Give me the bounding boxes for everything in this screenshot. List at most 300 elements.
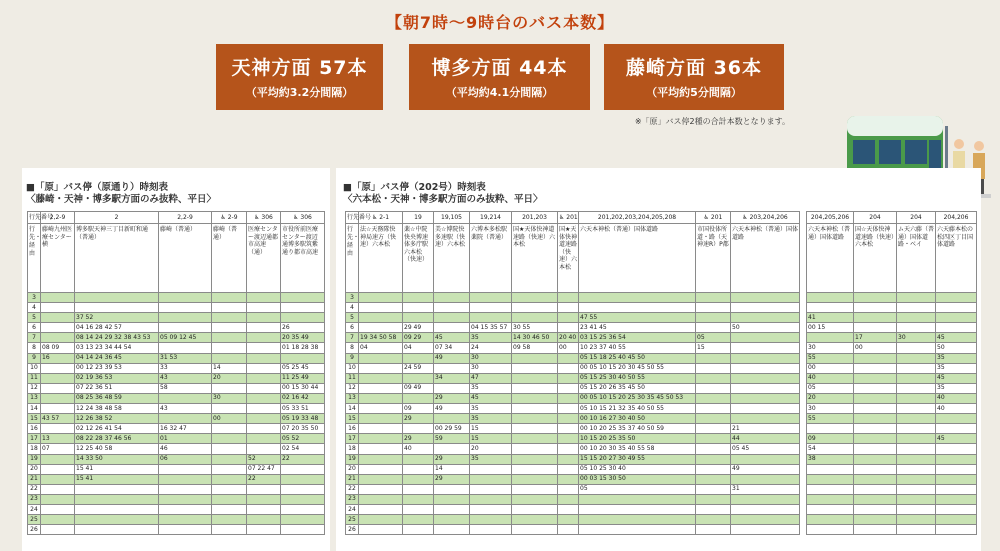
time-cell: 00 12 23 39 53 bbox=[75, 363, 159, 373]
time-cell: 30 bbox=[470, 363, 512, 373]
time-cell: 30 bbox=[212, 393, 247, 403]
time-cell bbox=[359, 464, 403, 474]
time-cell bbox=[558, 504, 579, 514]
time-cell bbox=[359, 494, 403, 504]
hour-cell: 21 bbox=[346, 474, 359, 484]
table-row bbox=[28, 414, 325, 424]
destination-label: 行先・経由 bbox=[29, 226, 42, 257]
time-cell bbox=[731, 383, 800, 393]
time-cell bbox=[247, 293, 281, 303]
time-cell bbox=[159, 474, 212, 484]
table-subtitle: 〈藤崎・天神・博多駅方面のみ抜粋、平日〉 bbox=[26, 194, 217, 205]
time-cell bbox=[247, 424, 281, 434]
table-title: ■「原」バス停（原通り）時刻表 bbox=[26, 182, 168, 193]
table-row bbox=[807, 504, 977, 514]
time-cell bbox=[247, 515, 281, 525]
time-cell bbox=[470, 474, 512, 484]
time-cell: 40 bbox=[936, 404, 977, 414]
time-cell: 55 bbox=[807, 414, 854, 424]
hour-cell: 21 bbox=[28, 474, 41, 484]
time-cell bbox=[579, 515, 696, 525]
time-cell: 15 bbox=[470, 424, 512, 434]
time-cell bbox=[403, 454, 434, 464]
time-cell bbox=[159, 393, 212, 403]
time-cell bbox=[281, 464, 325, 474]
stat-box-fujisaki bbox=[604, 44, 784, 110]
time-cell bbox=[212, 303, 247, 313]
table-row bbox=[346, 494, 800, 504]
destination-header: 六天本神松（普通）国体道路 bbox=[579, 224, 696, 293]
time-cell bbox=[75, 515, 159, 525]
time-cell bbox=[212, 474, 247, 484]
time-cell: 05 bbox=[696, 333, 731, 343]
hour-cell: 16 bbox=[346, 424, 359, 434]
time-cell bbox=[41, 293, 75, 303]
time-cell bbox=[696, 323, 731, 333]
hour-cell: 17 bbox=[346, 434, 359, 444]
hour-cell: 5 bbox=[28, 313, 41, 323]
route-number-header bbox=[159, 212, 212, 224]
time-cell bbox=[558, 383, 579, 393]
time-cell bbox=[281, 313, 325, 323]
route-number: 201,202,203,204,205,208 bbox=[597, 213, 677, 221]
table-row bbox=[346, 293, 800, 303]
time-cell: 45 bbox=[936, 373, 977, 383]
route-number: 2 bbox=[114, 213, 119, 221]
hour-cell: 18 bbox=[28, 444, 41, 454]
time-cell: 30 55 bbox=[512, 323, 558, 333]
time-cell bbox=[41, 515, 75, 525]
time-cell bbox=[159, 525, 212, 535]
time-cell bbox=[579, 494, 696, 504]
time-cell: 07 34 bbox=[434, 343, 470, 353]
table-row bbox=[807, 353, 977, 363]
time-cell bbox=[696, 484, 731, 494]
time-cell bbox=[897, 404, 936, 414]
time-cell bbox=[403, 303, 434, 313]
time-cell bbox=[854, 363, 897, 373]
time-cell bbox=[807, 494, 854, 504]
time-cell bbox=[897, 424, 936, 434]
time-cell bbox=[247, 373, 281, 383]
time-cell: 09 bbox=[403, 404, 434, 414]
accessible-bus-icon: ♿ bbox=[220, 213, 228, 221]
time-cell: 31 bbox=[731, 484, 800, 494]
time-cell bbox=[512, 293, 558, 303]
time-cell: 00 bbox=[558, 343, 579, 353]
time-cell bbox=[558, 454, 579, 464]
time-cell bbox=[731, 363, 800, 373]
table-row bbox=[28, 363, 325, 373]
time-cell: 02 19 36 53 bbox=[75, 373, 159, 383]
time-cell bbox=[696, 293, 731, 303]
time-cell: 35 bbox=[470, 383, 512, 393]
time-cell bbox=[807, 424, 854, 434]
table-row bbox=[807, 373, 977, 383]
time-cell: 09 29 bbox=[403, 333, 434, 343]
table-row bbox=[346, 343, 800, 353]
time-cell bbox=[854, 444, 897, 454]
time-cell: 03 13 23 34 44 54 bbox=[75, 343, 159, 353]
time-cell bbox=[558, 404, 579, 414]
time-cell: 01 bbox=[159, 434, 212, 444]
time-cell bbox=[470, 525, 512, 535]
time-cell: 15 bbox=[470, 434, 512, 444]
route-number: 204 bbox=[910, 213, 922, 221]
hour-cell: 4 bbox=[346, 303, 359, 313]
timetable-202-extra bbox=[806, 211, 976, 535]
time-cell bbox=[512, 373, 558, 383]
time-cell: 05 45 bbox=[731, 444, 800, 454]
route-number: 2,2-9 bbox=[177, 213, 193, 221]
destination-header: 美☆博院快多速駅（快速）六本松 bbox=[434, 224, 470, 293]
time-cell: 55 bbox=[807, 353, 854, 363]
time-cell bbox=[281, 474, 325, 484]
hour-cell: 14 bbox=[28, 404, 41, 414]
time-cell bbox=[41, 363, 75, 373]
time-cell: 29 49 bbox=[403, 323, 434, 333]
time-cell bbox=[731, 373, 800, 383]
time-cell bbox=[512, 494, 558, 504]
time-cell bbox=[731, 393, 800, 403]
time-cell bbox=[41, 383, 75, 393]
time-cell bbox=[212, 313, 247, 323]
hour-cell: 5 bbox=[346, 313, 359, 323]
time-cell bbox=[558, 525, 579, 535]
route-number: 201 bbox=[566, 213, 578, 221]
time-cell bbox=[897, 343, 936, 353]
destination-row bbox=[346, 224, 800, 293]
table-row bbox=[28, 434, 325, 444]
time-cell bbox=[403, 504, 434, 514]
time-cell bbox=[854, 484, 897, 494]
stat-sub: （平均約5分間隔） bbox=[646, 86, 742, 99]
time-cell: 29 bbox=[434, 454, 470, 464]
accessible-bus-icon: ♿ bbox=[293, 213, 301, 221]
time-cell bbox=[212, 383, 247, 393]
destination-header: 藤崎九州医療センター横 bbox=[41, 224, 75, 293]
time-cell: 30 bbox=[807, 343, 854, 353]
table-row bbox=[346, 323, 800, 333]
time-cell bbox=[470, 494, 512, 504]
table-row bbox=[28, 424, 325, 434]
time-cell bbox=[897, 303, 936, 313]
time-cell bbox=[75, 525, 159, 535]
time-cell bbox=[936, 504, 977, 514]
destination-header: 国☆天体快神道速路（快速）六本松 bbox=[854, 224, 897, 293]
time-cell: 15 bbox=[696, 343, 731, 353]
time-cell: 08 09 bbox=[41, 343, 75, 353]
time-cell bbox=[247, 393, 281, 403]
stat-box-hakata bbox=[409, 44, 590, 110]
time-cell bbox=[897, 464, 936, 474]
page-title: 【朝7時～9時台のバス本数】 bbox=[385, 13, 615, 32]
hour-cell: 11 bbox=[28, 373, 41, 383]
time-cell bbox=[696, 363, 731, 373]
destination-header: 市役所前医療センター渡辺通博多駅筑紫通り都市高速 bbox=[281, 224, 325, 293]
destination-header: 博多駅天神三丁目新町和通（普通） bbox=[75, 224, 159, 293]
time-cell bbox=[247, 404, 281, 414]
time-cell: 11 25 49 bbox=[281, 373, 325, 383]
route-number: 2,2-9 bbox=[49, 213, 66, 221]
time-cell: 49 bbox=[434, 353, 470, 363]
time-cell: 12 25 40 58 bbox=[75, 444, 159, 454]
time-cell bbox=[212, 515, 247, 525]
timetable-panel-hara-dori bbox=[22, 168, 330, 551]
destination-row bbox=[807, 224, 977, 293]
time-cell bbox=[434, 444, 470, 454]
time-cell: 49 bbox=[731, 464, 800, 474]
time-cell bbox=[512, 313, 558, 323]
time-cell bbox=[359, 404, 403, 414]
time-cell bbox=[512, 454, 558, 464]
time-cell bbox=[359, 444, 403, 454]
route-number: 201 bbox=[710, 213, 723, 221]
time-cell bbox=[403, 293, 434, 303]
time-cell: 19 34 50 58 bbox=[359, 333, 403, 343]
time-cell bbox=[897, 484, 936, 494]
time-cell: 07 22 36 51 bbox=[75, 383, 159, 393]
time-cell bbox=[696, 414, 731, 424]
time-cell bbox=[807, 333, 854, 343]
time-cell: 00 10 20 25 35 37 40 50 59 bbox=[579, 424, 696, 434]
accessible-bus-icon: ♿ bbox=[703, 213, 711, 221]
time-cell bbox=[212, 293, 247, 303]
time-cell bbox=[731, 515, 800, 525]
time-cell bbox=[159, 303, 212, 313]
time-cell: 30 bbox=[470, 353, 512, 363]
table-row bbox=[807, 484, 977, 494]
time-cell bbox=[512, 414, 558, 424]
route-number-header bbox=[470, 212, 512, 224]
time-cell: 31 53 bbox=[159, 353, 212, 363]
time-cell bbox=[854, 293, 897, 303]
time-cell: 15 41 bbox=[75, 464, 159, 474]
time-cell: 58 bbox=[159, 383, 212, 393]
time-cell: 45 bbox=[470, 393, 512, 403]
time-cell: 05 33 51 bbox=[281, 404, 325, 414]
destination-header: ム天六藤（普通）国体道路・ベイ bbox=[897, 224, 936, 293]
timetable-202-main bbox=[345, 211, 799, 535]
table-row bbox=[346, 474, 800, 484]
time-cell: 05 52 bbox=[281, 434, 325, 444]
hour-cell: 4 bbox=[28, 303, 41, 313]
destination-header: 医療センター渡辺通都市高速（通） bbox=[247, 224, 281, 293]
time-cell bbox=[558, 515, 579, 525]
time-cell: 43 57 bbox=[41, 414, 75, 424]
time-cell bbox=[854, 323, 897, 333]
time-cell bbox=[212, 525, 247, 535]
time-cell: 14 bbox=[434, 464, 470, 474]
table-row bbox=[28, 323, 325, 333]
time-cell: 13 bbox=[41, 434, 75, 444]
route-number-header bbox=[936, 212, 977, 224]
accessible-bus-icon: ♿ bbox=[742, 213, 750, 221]
time-cell bbox=[854, 525, 897, 535]
time-cell bbox=[212, 333, 247, 343]
hour-cell: 15 bbox=[346, 414, 359, 424]
route-number-header bbox=[75, 212, 159, 224]
time-cell bbox=[731, 353, 800, 363]
time-cell bbox=[470, 484, 512, 494]
time-cell bbox=[696, 393, 731, 403]
stat-box-tenjin bbox=[216, 44, 383, 110]
time-cell bbox=[807, 474, 854, 484]
time-cell bbox=[696, 424, 731, 434]
time-cell: 20 bbox=[807, 393, 854, 403]
time-cell bbox=[159, 313, 212, 323]
time-cell bbox=[403, 424, 434, 434]
time-cell bbox=[470, 515, 512, 525]
destination-header: 法☆天務隊快神局速方（快速）六本松 bbox=[359, 224, 403, 293]
route-number-header bbox=[558, 212, 579, 224]
time-cell: 59 bbox=[434, 434, 470, 444]
time-cell: 33 bbox=[159, 363, 212, 373]
time-cell bbox=[897, 363, 936, 373]
hour-cell: 26 bbox=[346, 525, 359, 535]
time-cell: 29 bbox=[403, 414, 434, 424]
destination-header: 市国役体所道・路（天神速R）P都 bbox=[696, 224, 731, 293]
table-row bbox=[346, 313, 800, 323]
hour-cell: 3 bbox=[28, 293, 41, 303]
table-row bbox=[346, 525, 800, 535]
hour-cell: 10 bbox=[346, 363, 359, 373]
time-cell bbox=[470, 293, 512, 303]
time-cell bbox=[558, 293, 579, 303]
time-cell: 15 15 20 27 30 49 55 bbox=[579, 454, 696, 464]
table-row bbox=[346, 373, 800, 383]
time-cell bbox=[212, 323, 247, 333]
time-cell: 05 10 15 21 32 35 40 50 55 bbox=[579, 404, 696, 414]
time-cell bbox=[470, 504, 512, 514]
time-cell bbox=[359, 525, 403, 535]
table-row bbox=[807, 293, 977, 303]
time-cell bbox=[247, 494, 281, 504]
time-cell: 03 15 25 36 54 bbox=[579, 333, 696, 343]
time-cell bbox=[897, 494, 936, 504]
time-cell bbox=[696, 504, 731, 514]
time-cell bbox=[897, 393, 936, 403]
table-row bbox=[807, 414, 977, 424]
time-cell bbox=[359, 484, 403, 494]
time-cell bbox=[512, 303, 558, 313]
time-cell: 47 bbox=[470, 373, 512, 383]
table-subtitle: 〈六本松・天神・博多駅方面のみ抜粋、平日〉 bbox=[343, 194, 543, 205]
time-cell: 05 15 25 30 40 50 55 bbox=[579, 373, 696, 383]
time-cell bbox=[897, 444, 936, 454]
table-row bbox=[807, 494, 977, 504]
time-cell bbox=[247, 333, 281, 343]
accessible-bus-icon: ♿ bbox=[371, 213, 380, 221]
table-row bbox=[807, 313, 977, 323]
hour-cell: 15 bbox=[28, 414, 41, 424]
time-cell bbox=[807, 303, 854, 313]
row-header-label: 行先番号 bbox=[346, 212, 359, 224]
time-cell bbox=[359, 393, 403, 403]
time-cell bbox=[359, 434, 403, 444]
table-row bbox=[346, 464, 800, 474]
destination-header: 六博本多松駅薬院（普通） bbox=[470, 224, 512, 293]
table-row bbox=[28, 333, 325, 343]
time-cell bbox=[41, 464, 75, 474]
destination-header: 藤崎（普通） bbox=[212, 224, 247, 293]
time-cell: 04 14 24 36 45 bbox=[75, 353, 159, 363]
route-number-header bbox=[403, 212, 434, 224]
time-cell: 35 bbox=[936, 353, 977, 363]
time-cell bbox=[247, 444, 281, 454]
table-row bbox=[28, 373, 325, 383]
time-cell bbox=[558, 303, 579, 313]
destination-header: 薬☆中院快央博速体多庁駅六本松（快速） bbox=[403, 224, 434, 293]
time-cell bbox=[403, 353, 434, 363]
time-cell bbox=[854, 515, 897, 525]
time-cell: 07 20 35 50 bbox=[281, 424, 325, 434]
time-cell: 02 54 bbox=[281, 444, 325, 454]
hour-cell: 13 bbox=[28, 393, 41, 403]
time-cell: 12 24 38 48 58 bbox=[75, 404, 159, 414]
time-cell bbox=[731, 313, 800, 323]
time-cell bbox=[897, 504, 936, 514]
time-cell bbox=[936, 454, 977, 464]
time-cell bbox=[434, 494, 470, 504]
time-cell: 09 bbox=[807, 434, 854, 444]
time-cell bbox=[897, 515, 936, 525]
time-cell bbox=[936, 444, 977, 454]
time-cell: 00 15 bbox=[807, 323, 854, 333]
time-cell bbox=[212, 343, 247, 353]
table-row bbox=[346, 504, 800, 514]
table-row bbox=[346, 454, 800, 464]
route-number-header bbox=[212, 212, 247, 224]
time-cell bbox=[247, 323, 281, 333]
route-number: 19 bbox=[414, 213, 422, 221]
time-cell: 00 05 10 15 20 25 30 35 45 50 53 bbox=[579, 393, 696, 403]
time-cell bbox=[936, 464, 977, 474]
time-cell bbox=[558, 414, 579, 424]
route-number-row bbox=[807, 212, 977, 224]
time-cell bbox=[470, 464, 512, 474]
time-cell: 14 30 46 50 bbox=[512, 333, 558, 343]
time-cell bbox=[731, 494, 800, 504]
time-cell bbox=[854, 434, 897, 444]
route-number-header bbox=[512, 212, 558, 224]
time-cell: 23 41 45 bbox=[579, 323, 696, 333]
hour-cell: 23 bbox=[346, 494, 359, 504]
table-row bbox=[28, 313, 325, 323]
time-cell bbox=[41, 504, 75, 514]
table-row bbox=[807, 454, 977, 464]
time-cell bbox=[41, 474, 75, 484]
time-cell bbox=[41, 484, 75, 494]
time-cell: 01 18 28 38 bbox=[281, 343, 325, 353]
hour-cell: 3 bbox=[346, 293, 359, 303]
hour-cell: 24 bbox=[28, 504, 41, 514]
time-cell bbox=[936, 474, 977, 484]
time-cell bbox=[696, 494, 731, 504]
time-cell: 00 15 30 44 bbox=[281, 383, 325, 393]
time-cell bbox=[159, 515, 212, 525]
time-cell: 05 09 12 45 bbox=[159, 333, 212, 343]
time-cell bbox=[696, 464, 731, 474]
stat-sub: （平均約4.1分間隔） bbox=[445, 86, 554, 99]
table-row bbox=[28, 404, 325, 414]
time-cell: 08 14 24 29 32 38 43 53 bbox=[75, 333, 159, 343]
table-row bbox=[28, 494, 325, 504]
time-cell bbox=[731, 333, 800, 343]
table-row bbox=[346, 303, 800, 313]
hour-cell: 6 bbox=[28, 323, 41, 333]
time-cell bbox=[807, 504, 854, 514]
